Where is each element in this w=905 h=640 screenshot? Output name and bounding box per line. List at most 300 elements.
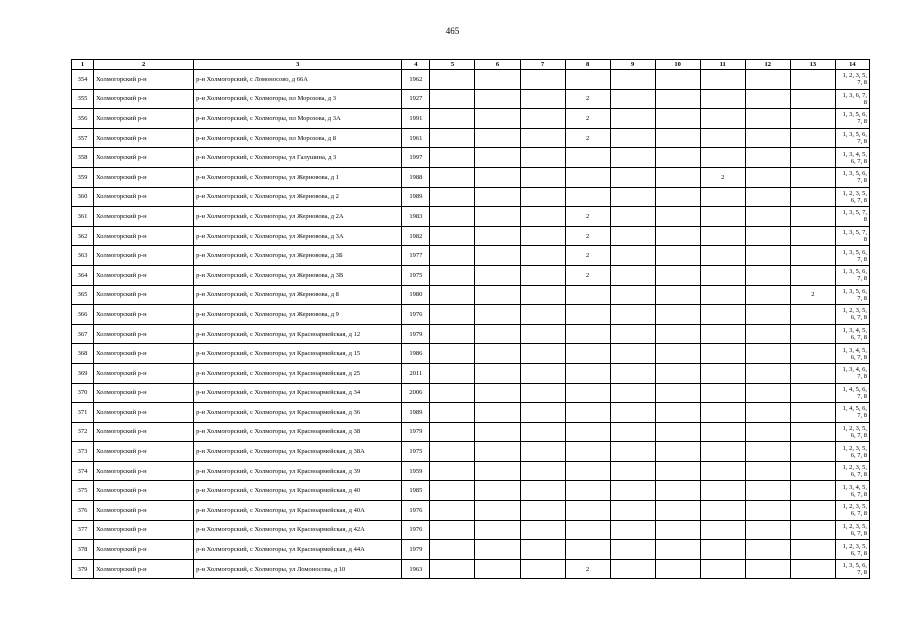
cell-empty — [655, 187, 700, 207]
cell-empty — [475, 324, 520, 344]
cell-address: р-н Холмогорский, с Холмогоры, ул Галушина, д 3 — [194, 148, 402, 168]
cell-address: р-н Холмогорский, с Холмогоры, ул Жерновова, д 8 — [194, 285, 402, 305]
cell-empty — [475, 442, 520, 462]
cell-empty — [610, 559, 655, 579]
cell-empty — [610, 324, 655, 344]
cell-empty — [520, 520, 565, 540]
cell-c14: 1, 2, 3, 5, 6, 7, 8 — [835, 422, 869, 442]
table-row — [72, 501, 870, 521]
cell-empty — [475, 70, 520, 90]
cell-address: р-н Холмогорский, с Холмогоры, пл Морозова, д 8 — [194, 128, 402, 148]
cell-c11 — [700, 246, 745, 266]
cell-c14: 1, 2, 3, 5, 6, 7, 8 — [835, 461, 869, 481]
cell-n: 371 — [72, 403, 94, 423]
table-row — [72, 559, 870, 579]
cell-n: 359 — [72, 167, 94, 187]
cell-c11 — [700, 285, 745, 305]
cell-empty — [655, 285, 700, 305]
cell-empty — [610, 89, 655, 109]
cell-c14: 1, 2, 3, 5, 6, 7, 8 — [835, 540, 869, 560]
cell-n: 354 — [72, 70, 94, 90]
cell-empty — [430, 324, 475, 344]
cell-empty — [520, 128, 565, 148]
cell-c11 — [700, 481, 745, 501]
cell-empty — [520, 226, 565, 246]
cell-empty — [430, 265, 475, 285]
table-row — [72, 481, 870, 501]
cell-year: 1997 — [402, 148, 430, 168]
cell-year: 1976 — [402, 501, 430, 521]
cell-c13: 2 — [790, 285, 835, 305]
cell-district: Холмогорский р-н — [94, 305, 194, 325]
cell-empty — [610, 461, 655, 481]
cell-empty — [475, 128, 520, 148]
cell-c14: 1, 3, 5, 6, 7, 8 — [835, 167, 869, 187]
cell-n: 355 — [72, 89, 94, 109]
cell-empty — [655, 363, 700, 383]
cell-empty — [745, 265, 790, 285]
cell-address: р-н Холмогорский, с Холмогоры, ул Красноармейская, д 15 — [194, 344, 402, 364]
cell-district: Холмогорский р-н — [94, 520, 194, 540]
cell-empty — [430, 363, 475, 383]
cell-address: р-н Холмогорский, с Холмогоры, ул Жерновова, д 3А — [194, 226, 402, 246]
cell-address: р-н Холмогорский, с Холмогоры, ул Красноармейская, д 40А — [194, 501, 402, 521]
cell-c14: 1, 2, 3, 5, 7, 8 — [835, 70, 869, 90]
cell-empty — [475, 559, 520, 579]
cell-empty — [475, 109, 520, 129]
housing-table — [71, 59, 870, 579]
cell-c13 — [790, 148, 835, 168]
cell-c8 — [565, 540, 610, 560]
column-header-7: 7 — [520, 60, 565, 70]
cell-empty — [520, 187, 565, 207]
cell-c11 — [700, 109, 745, 129]
cell-year: 1983 — [402, 207, 430, 227]
cell-empty — [655, 305, 700, 325]
cell-address: р-н Холмогорский, с Холмогоры, ул Жерновова, д 3В — [194, 265, 402, 285]
cell-address: р-н Холмогорский, с Холмогоры, ул Красноармейская, д 38А — [194, 442, 402, 462]
cell-empty — [610, 540, 655, 560]
cell-address: р-н Холмогорский, с Холмогоры, ул Красноармейская, д 42А — [194, 520, 402, 540]
cell-empty — [430, 305, 475, 325]
table-row — [72, 461, 870, 481]
cell-district: Холмогорский р-н — [94, 187, 194, 207]
cell-empty — [655, 265, 700, 285]
cell-c8: 2 — [565, 246, 610, 266]
cell-c11 — [700, 461, 745, 481]
cell-c8: 2 — [565, 226, 610, 246]
table-row — [72, 148, 870, 168]
table-row — [72, 363, 870, 383]
cell-c14: 1, 3, 6, 7, 8 — [835, 89, 869, 109]
cell-c13 — [790, 501, 835, 521]
cell-empty — [745, 207, 790, 227]
cell-n: 361 — [72, 207, 94, 227]
cell-empty — [475, 481, 520, 501]
cell-district: Холмогорский р-н — [94, 285, 194, 305]
cell-empty — [745, 324, 790, 344]
cell-empty — [655, 540, 700, 560]
cell-empty — [655, 246, 700, 266]
cell-c11 — [700, 540, 745, 560]
cell-empty — [655, 207, 700, 227]
cell-address: р-н Холмогорский, с Холмогоры, ул Жерновова, д 1 — [194, 167, 402, 187]
cell-empty — [610, 422, 655, 442]
cell-empty — [655, 403, 700, 423]
table-row — [72, 540, 870, 560]
cell-address: р-н Холмогорский, с Холмогоры, ул Красноармейская, д 38 — [194, 422, 402, 442]
cell-empty — [430, 167, 475, 187]
cell-year: 1985 — [402, 481, 430, 501]
cell-c14: 1, 3, 5, 6, 7, 8 — [835, 265, 869, 285]
cell-empty — [475, 285, 520, 305]
cell-year: 1991 — [402, 109, 430, 129]
cell-empty — [745, 403, 790, 423]
cell-c14: 1, 3, 4, 5, 6, 7, 8 — [835, 148, 869, 168]
cell-c8: 2 — [565, 559, 610, 579]
table-row — [72, 403, 870, 423]
cell-empty — [430, 148, 475, 168]
column-header-13: 13 — [790, 60, 835, 70]
cell-empty — [430, 442, 475, 462]
cell-c8 — [565, 305, 610, 325]
cell-empty — [475, 363, 520, 383]
column-header-10: 10 — [655, 60, 700, 70]
table-row — [72, 246, 870, 266]
cell-year: 1961 — [402, 128, 430, 148]
cell-address: р-н Холмогорский, с Холмогоры, ул Красноармейская, д 40 — [194, 481, 402, 501]
cell-c13 — [790, 403, 835, 423]
cell-empty — [520, 109, 565, 129]
cell-empty — [610, 501, 655, 521]
cell-empty — [745, 128, 790, 148]
cell-c8 — [565, 324, 610, 344]
cell-empty — [475, 148, 520, 168]
cell-address: р-н Холмогорский, с Холмогоры, ул Жерновова, д 2 — [194, 187, 402, 207]
table-row — [72, 265, 870, 285]
table-row — [72, 70, 870, 90]
table-row — [72, 89, 870, 109]
cell-c11 — [700, 305, 745, 325]
table-row — [72, 285, 870, 305]
cell-c13 — [790, 70, 835, 90]
cell-empty — [610, 148, 655, 168]
cell-empty — [520, 559, 565, 579]
cell-n: 375 — [72, 481, 94, 501]
cell-c14: 1, 3, 4, 5, 6, 7, 8 — [835, 344, 869, 364]
cell-year: 1986 — [402, 344, 430, 364]
cell-c8 — [565, 520, 610, 540]
cell-year: 1975 — [402, 265, 430, 285]
cell-address: р-н Холмогорский, с Холмогоры, ул Красноармейская, д 12 — [194, 324, 402, 344]
cell-c8 — [565, 148, 610, 168]
cell-empty — [745, 363, 790, 383]
table-row — [72, 128, 870, 148]
cell-n: 366 — [72, 305, 94, 325]
cell-c11 — [700, 520, 745, 540]
cell-address: р-н Холмогорский, с Холмогоры, пл Морозова, д 3 — [194, 89, 402, 109]
cell-c13 — [790, 265, 835, 285]
cell-c11: 2 — [700, 167, 745, 187]
cell-empty — [610, 305, 655, 325]
cell-empty — [655, 226, 700, 246]
cell-empty — [745, 148, 790, 168]
cell-year: 1962 — [402, 70, 430, 90]
cell-year: 1979 — [402, 540, 430, 560]
cell-empty — [745, 540, 790, 560]
cell-empty — [745, 481, 790, 501]
cell-empty — [430, 520, 475, 540]
cell-n: 357 — [72, 128, 94, 148]
cell-year: 1989 — [402, 403, 430, 423]
cell-c14: 1, 4, 5, 6, 7, 8 — [835, 383, 869, 403]
cell-empty — [475, 187, 520, 207]
cell-c13 — [790, 128, 835, 148]
column-header-4: 4 — [402, 60, 430, 70]
cell-empty — [745, 383, 790, 403]
cell-address: р-н Холмогорский, с Холмогоры, ул Красноармейская, д 44А — [194, 540, 402, 560]
cell-empty — [610, 403, 655, 423]
cell-c14: 1, 3, 5, 7, 8 — [835, 226, 869, 246]
cell-n: 373 — [72, 442, 94, 462]
cell-empty — [430, 344, 475, 364]
cell-empty — [475, 540, 520, 560]
cell-empty — [475, 226, 520, 246]
header-row — [72, 60, 870, 70]
cell-empty — [475, 520, 520, 540]
cell-empty — [520, 167, 565, 187]
page-number: 465 — [445, 26, 460, 36]
cell-district: Холмогорский р-н — [94, 363, 194, 383]
cell-empty — [610, 109, 655, 129]
cell-c11 — [700, 422, 745, 442]
cell-c8 — [565, 383, 610, 403]
cell-year: 1988 — [402, 167, 430, 187]
cell-district: Холмогорский р-н — [94, 89, 194, 109]
cell-empty — [520, 305, 565, 325]
cell-empty — [610, 344, 655, 364]
cell-c8 — [565, 481, 610, 501]
cell-c13 — [790, 481, 835, 501]
cell-c14: 1, 2, 3, 5, 6, 7, 8 — [835, 305, 869, 325]
cell-n: 379 — [72, 559, 94, 579]
cell-address: р-н Холмогорский, с Холмогоры, ул Красноармейская, д 34 — [194, 383, 402, 403]
cell-c13 — [790, 383, 835, 403]
cell-empty — [430, 383, 475, 403]
cell-c13 — [790, 207, 835, 227]
cell-empty — [610, 285, 655, 305]
cell-n: 370 — [72, 383, 94, 403]
cell-c13 — [790, 305, 835, 325]
cell-n: 365 — [72, 285, 94, 305]
cell-year: 2011 — [402, 363, 430, 383]
cell-empty — [475, 167, 520, 187]
cell-c8 — [565, 363, 610, 383]
cell-empty — [520, 70, 565, 90]
cell-year: 1963 — [402, 559, 430, 579]
cell-c11 — [700, 187, 745, 207]
cell-year: 1979 — [402, 422, 430, 442]
cell-c8: 2 — [565, 109, 610, 129]
column-header-11: 11 — [700, 60, 745, 70]
cell-n: 377 — [72, 520, 94, 540]
column-header-12: 12 — [745, 60, 790, 70]
cell-empty — [520, 207, 565, 227]
cell-district: Холмогорский р-н — [94, 226, 194, 246]
cell-c11 — [700, 226, 745, 246]
cell-district: Холмогорский р-н — [94, 109, 194, 129]
column-header-3: 3 — [194, 60, 402, 70]
column-header-2: 2 — [94, 60, 194, 70]
cell-district: Холмогорский р-н — [94, 481, 194, 501]
cell-empty — [745, 109, 790, 129]
cell-empty — [430, 128, 475, 148]
cell-empty — [745, 70, 790, 90]
cell-c8 — [565, 442, 610, 462]
cell-empty — [520, 403, 565, 423]
cell-c8 — [565, 403, 610, 423]
cell-district: Холмогорский р-н — [94, 167, 194, 187]
cell-district: Холмогорский р-н — [94, 70, 194, 90]
cell-year: 1977 — [402, 246, 430, 266]
cell-empty — [655, 109, 700, 129]
cell-c11 — [700, 265, 745, 285]
cell-empty — [745, 422, 790, 442]
cell-year: 1976 — [402, 520, 430, 540]
cell-address: р-н Холмогорский, с Холмогоры, ул Жерновова, д 9 — [194, 305, 402, 325]
cell-n: 362 — [72, 226, 94, 246]
cell-empty — [475, 265, 520, 285]
cell-empty — [745, 246, 790, 266]
table-row — [72, 422, 870, 442]
cell-empty — [475, 403, 520, 423]
cell-empty — [610, 265, 655, 285]
cell-n: 358 — [72, 148, 94, 168]
cell-n: 367 — [72, 324, 94, 344]
cell-c11 — [700, 383, 745, 403]
cell-empty — [475, 422, 520, 442]
cell-empty — [430, 481, 475, 501]
cell-address: р-н Холмогорский, с Ломоносово, д 66А — [194, 70, 402, 90]
cell-district: Холмогорский р-н — [94, 324, 194, 344]
cell-empty — [430, 70, 475, 90]
cell-empty — [655, 422, 700, 442]
cell-empty — [745, 285, 790, 305]
cell-empty — [475, 207, 520, 227]
cell-empty — [610, 187, 655, 207]
cell-empty — [745, 305, 790, 325]
cell-empty — [520, 481, 565, 501]
cell-year: 1975 — [402, 442, 430, 462]
cell-c14: 1, 4, 5, 6, 7, 8 — [835, 403, 869, 423]
cell-empty — [475, 305, 520, 325]
cell-empty — [430, 226, 475, 246]
cell-empty — [655, 89, 700, 109]
cell-empty — [520, 148, 565, 168]
cell-empty — [610, 442, 655, 462]
cell-c11 — [700, 148, 745, 168]
cell-n: 368 — [72, 344, 94, 364]
column-header-9: 9 — [610, 60, 655, 70]
cell-c14: 1, 3, 5, 6, 7, 8 — [835, 285, 869, 305]
cell-year: 2006 — [402, 383, 430, 403]
table-row — [72, 109, 870, 129]
cell-c13 — [790, 520, 835, 540]
cell-c8 — [565, 187, 610, 207]
cell-c13 — [790, 89, 835, 109]
cell-c13 — [790, 461, 835, 481]
cell-c13 — [790, 324, 835, 344]
cell-empty — [655, 383, 700, 403]
cell-n: 376 — [72, 501, 94, 521]
cell-c8: 2 — [565, 128, 610, 148]
cell-empty — [475, 383, 520, 403]
cell-c14: 1, 3, 4, 5, 6, 7, 8 — [835, 324, 869, 344]
cell-district: Холмогорский р-н — [94, 501, 194, 521]
table-row — [72, 167, 870, 187]
cell-n: 363 — [72, 246, 94, 266]
cell-empty — [610, 481, 655, 501]
cell-empty — [745, 461, 790, 481]
cell-n: 374 — [72, 461, 94, 481]
cell-c13 — [790, 559, 835, 579]
cell-empty — [520, 344, 565, 364]
cell-year: 1927 — [402, 89, 430, 109]
table-row — [72, 187, 870, 207]
cell-year: 1989 — [402, 187, 430, 207]
cell-empty — [610, 70, 655, 90]
table-row — [72, 207, 870, 227]
cell-district: Холмогорский р-н — [94, 442, 194, 462]
cell-c14: 1, 3, 5, 6, 7, 8 — [835, 128, 869, 148]
table-row — [72, 324, 870, 344]
cell-empty — [655, 148, 700, 168]
cell-empty — [655, 520, 700, 540]
cell-c14: 1, 2, 3, 5, 6, 7, 8 — [835, 501, 869, 521]
cell-empty — [430, 89, 475, 109]
cell-empty — [430, 207, 475, 227]
cell-c14: 1, 3, 5, 6, 7, 8 — [835, 246, 869, 266]
cell-c13 — [790, 442, 835, 462]
cell-year: 1959 — [402, 461, 430, 481]
cell-c11 — [700, 501, 745, 521]
cell-district: Холмогорский р-н — [94, 403, 194, 423]
cell-empty — [655, 70, 700, 90]
cell-empty — [520, 363, 565, 383]
cell-c11 — [700, 344, 745, 364]
cell-empty — [655, 461, 700, 481]
cell-empty — [520, 324, 565, 344]
cell-district: Холмогорский р-н — [94, 344, 194, 364]
cell-c8: 2 — [565, 207, 610, 227]
cell-empty — [520, 461, 565, 481]
cell-empty — [745, 520, 790, 540]
cell-district: Холмогорский р-н — [94, 559, 194, 579]
cell-empty — [610, 363, 655, 383]
cell-c8 — [565, 167, 610, 187]
cell-empty — [430, 246, 475, 266]
cell-empty — [745, 167, 790, 187]
cell-c14: 1, 3, 4, 6, 7, 8 — [835, 363, 869, 383]
cell-c13 — [790, 363, 835, 383]
cell-c11 — [700, 207, 745, 227]
cell-empty — [655, 324, 700, 344]
cell-c13 — [790, 187, 835, 207]
cell-address: р-н Холмогорский, с Холмогоры, пл Морозова, д 3А — [194, 109, 402, 129]
cell-district: Холмогорский р-н — [94, 265, 194, 285]
cell-c11 — [700, 363, 745, 383]
cell-c8 — [565, 461, 610, 481]
